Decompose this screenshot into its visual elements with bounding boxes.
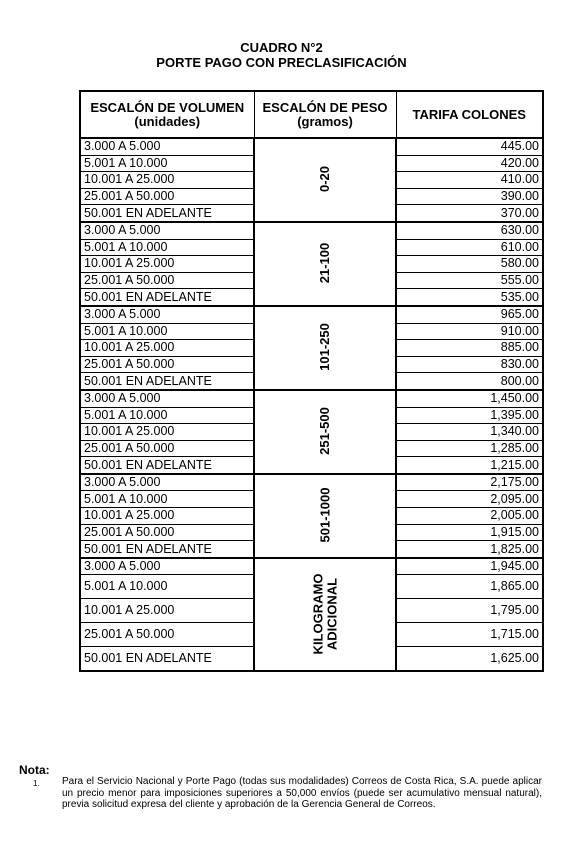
weight-label	[311, 574, 339, 655]
rate-cell: 555.00	[396, 272, 543, 289]
weight-label: 251-500	[317, 407, 332, 456]
rate-cell: 1,915.00	[396, 524, 543, 541]
rate-cell: 2,005.00	[396, 508, 543, 525]
rate-cell: 1,865.00	[396, 575, 543, 599]
rate-cell: 420.00	[396, 155, 543, 172]
rate-cell: 2,175.00	[396, 474, 543, 491]
rate-cell: 580.00	[396, 256, 543, 273]
volume-cell: 10.001 A 25.000	[80, 172, 254, 189]
rate-cell: 535.00	[396, 289, 543, 306]
weight-cell	[254, 306, 396, 390]
rates-table	[79, 90, 544, 672]
rate-cell: 830.00	[396, 356, 543, 373]
table-row	[80, 474, 543, 491]
rate-cell: 2,095.00	[396, 491, 543, 508]
weight-label-line-2: ADICIONAL	[323, 578, 339, 651]
volume-cell: 25.001 A 50.000	[80, 272, 254, 289]
table-row	[80, 222, 543, 239]
rate-cell: 1,395.00	[396, 407, 543, 424]
rate-cell: 1,945.00	[396, 558, 543, 575]
weight-label: 0-20	[317, 166, 332, 193]
table-row	[80, 558, 543, 575]
rate-cell: 390.00	[396, 188, 543, 205]
volume-cell: 50.001 EN ADELANTE	[80, 457, 254, 474]
rate-cell: 410.00	[396, 172, 543, 189]
title-line-2: PORTE PAGO CON PRECLASIFICACIÓN	[156, 55, 407, 70]
volume-cell: 10.001 A 25.000	[80, 424, 254, 441]
weight-label-line-1: KILOGRAMO	[309, 573, 325, 655]
volume-cell: 3.000 A 5.000	[80, 306, 254, 323]
volume-cell: 5.001 A 10.000	[80, 239, 254, 256]
rate-cell: 1,285.00	[396, 440, 543, 457]
volume-cell: 50.001 EN ADELANTE	[80, 647, 254, 672]
document-title	[0, 40, 563, 70]
volume-cell: 10.001 A 25.000	[80, 508, 254, 525]
volume-cell: 25.001 A 50.000	[80, 623, 254, 647]
volume-cell: 3.000 A 5.000	[80, 474, 254, 491]
volume-cell: 50.001 EN ADELANTE	[80, 541, 254, 558]
rate-cell: 445.00	[396, 138, 543, 155]
header-volume: ESCALÓN DE VOLUMEN (unidades)	[80, 91, 254, 138]
volume-cell: 10.001 A 25.000	[80, 599, 254, 623]
volume-cell: 3.000 A 5.000	[80, 138, 254, 155]
volume-cell: 3.000 A 5.000	[80, 390, 254, 407]
note-text: Para el Servicio Nacional y Porte Pago (todas sus modalidades) Correos de Costa Rica, S.A. puede aplicar un precio menor para imposiciones superiores a 50,000 envíos (puede ser acumulativo mensual natural), previa solicitud expresa del cliente y aprobación de la Gerencia General de Correos.	[62, 776, 542, 810]
rate-cell: 1,625.00	[396, 647, 543, 672]
volume-cell: 3.000 A 5.000	[80, 222, 254, 239]
volume-cell: 10.001 A 25.000	[80, 340, 254, 357]
rates-body	[80, 138, 543, 671]
rate-cell: 1,715.00	[396, 623, 543, 647]
volume-cell: 25.001 A 50.000	[80, 356, 254, 373]
volume-cell: 5.001 A 10.000	[80, 491, 254, 508]
volume-cell: 10.001 A 25.000	[80, 256, 254, 273]
table-row	[80, 138, 543, 155]
rate-cell: 800.00	[396, 373, 543, 390]
weight-label: 501-1000	[316, 487, 332, 543]
weight-cell	[254, 558, 396, 672]
weight-cell	[254, 222, 396, 306]
volume-cell: 5.001 A 10.000	[80, 155, 254, 172]
weight-cell	[254, 138, 396, 222]
volume-cell: 25.001 A 50.000	[80, 440, 254, 457]
rate-cell: 1,215.00	[396, 457, 543, 474]
header-weight: ESCALÓN DE PESO (gramos)	[254, 91, 396, 138]
volume-cell: 50.001 EN ADELANTE	[80, 205, 254, 222]
table-row	[80, 306, 543, 323]
rate-cell: 370.00	[396, 205, 543, 222]
note-number: 1.	[33, 779, 40, 788]
rate-cell: 885.00	[396, 340, 543, 357]
weight-label: 101-250	[317, 323, 332, 372]
title-line-1: CUADRO N°2	[240, 40, 323, 55]
volume-cell: 5.001 A 10.000	[80, 575, 254, 599]
volume-cell: 3.000 A 5.000	[80, 558, 254, 575]
rate-cell: 1,450.00	[396, 390, 543, 407]
rate-cell: 910.00	[396, 323, 543, 340]
weight-label: 21-100	[316, 243, 332, 284]
volume-cell: 25.001 A 50.000	[80, 524, 254, 541]
rate-cell: 965.00	[396, 306, 543, 323]
weight-cell	[254, 474, 396, 558]
rate-cell: 610.00	[396, 239, 543, 256]
rate-cell: 630.00	[396, 222, 543, 239]
rate-cell: 1,340.00	[396, 424, 543, 441]
table-header-row	[80, 91, 543, 138]
volume-cell: 5.001 A 10.000	[80, 323, 254, 340]
header-rate: TARIFA COLONES	[396, 91, 543, 138]
volume-cell: 50.001 EN ADELANTE	[80, 373, 254, 390]
weight-cell	[254, 390, 396, 474]
volume-cell: 5.001 A 10.000	[80, 407, 254, 424]
rate-cell: 1,795.00	[396, 599, 543, 623]
note-heading: Nota:	[19, 763, 50, 777]
rate-cell: 1,825.00	[396, 541, 543, 558]
table-row	[80, 390, 543, 407]
volume-cell: 50.001 EN ADELANTE	[80, 289, 254, 306]
volume-cell: 25.001 A 50.000	[80, 188, 254, 205]
